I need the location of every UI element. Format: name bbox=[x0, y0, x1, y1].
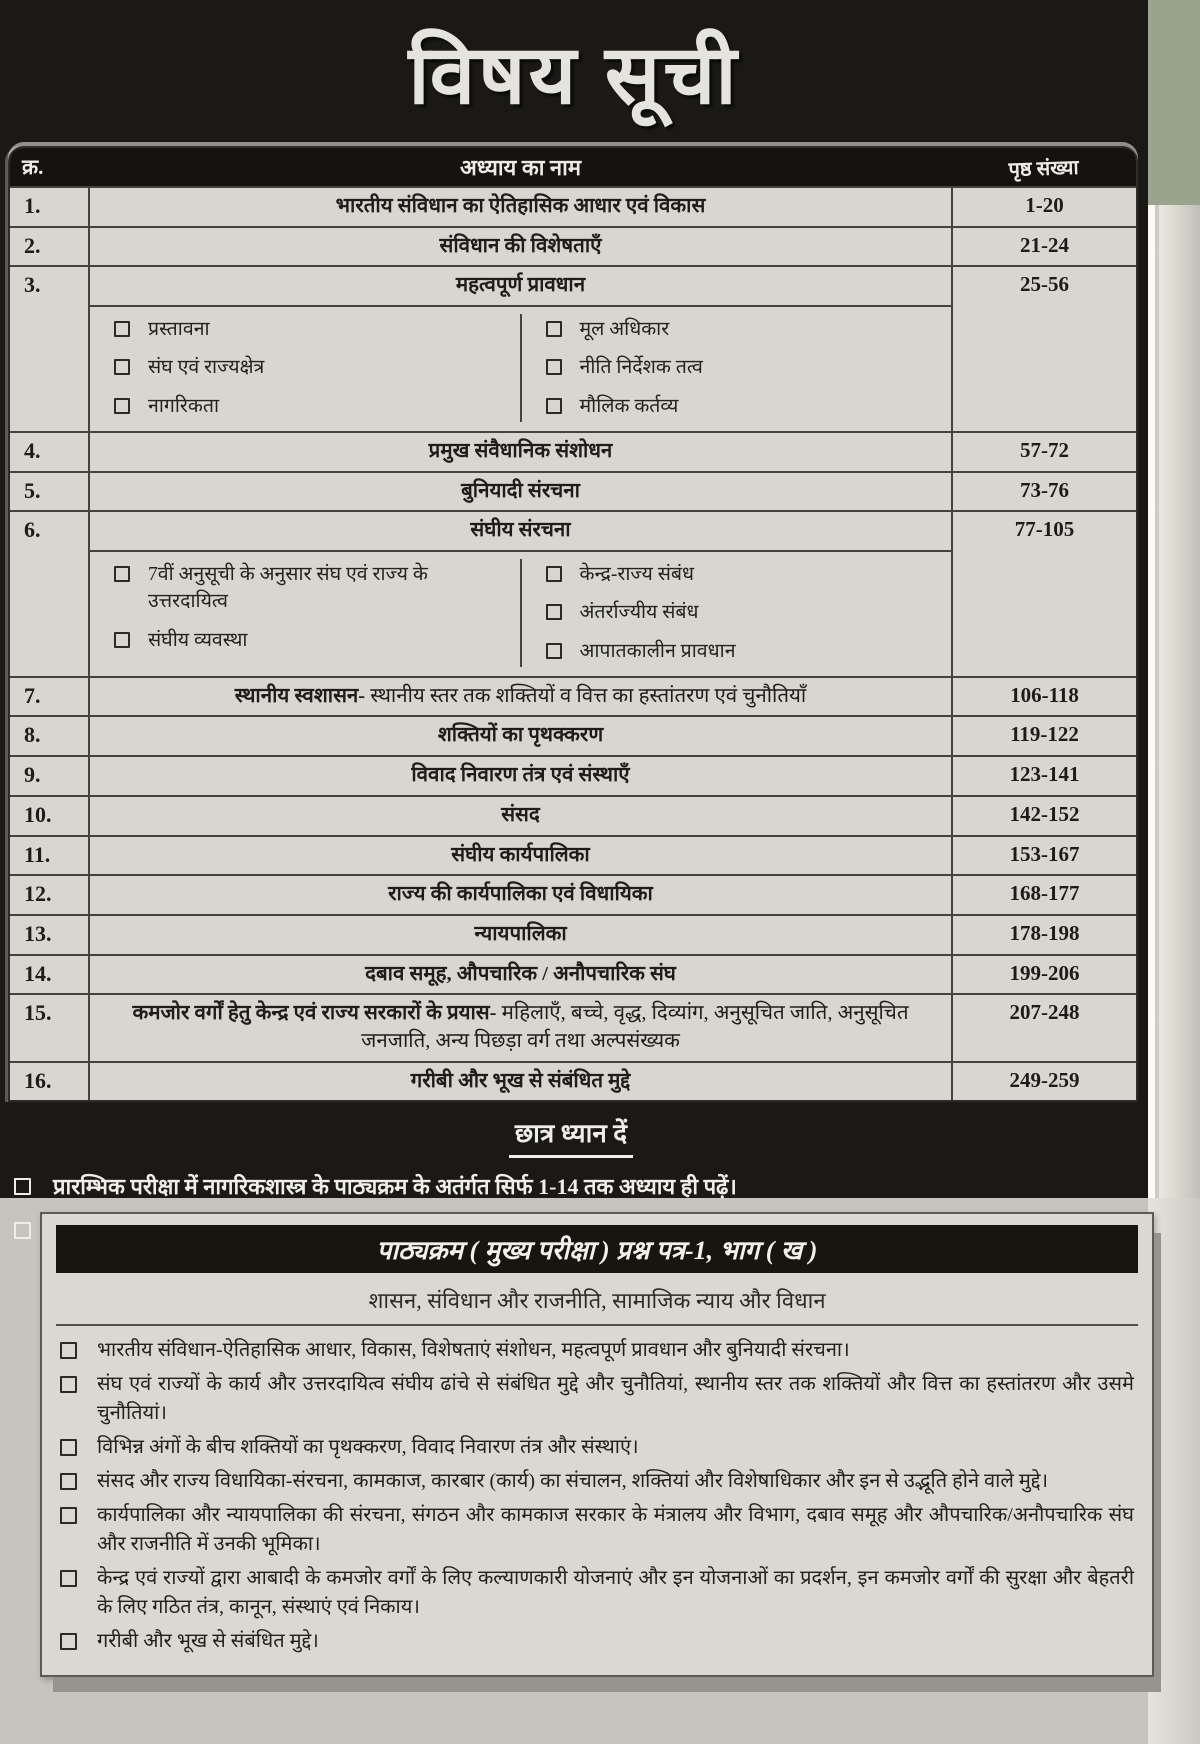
row-serial: 3. bbox=[10, 267, 90, 431]
row-chapter-title: राज्य की कार्यपालिका एवं विधायिका bbox=[388, 883, 653, 906]
row-chapter-cell bbox=[90, 1063, 951, 1101]
row-chapter-title: संसद bbox=[501, 803, 540, 826]
row-pages: 199-206 bbox=[951, 956, 1136, 994]
row-pages: 73-76 bbox=[951, 473, 1136, 511]
table-row bbox=[10, 1061, 1136, 1101]
sub-item bbox=[546, 354, 940, 381]
syllabus-item-text: कार्यपालिका और न्यायपालिका की संरचना, संगठन और कामकाज सरकार के मंत्रालय और विभाग, दबाव समूह और औपचारिक/अनौपचारिक संघ और राजनीति में उनकी भूमिका। bbox=[97, 1504, 1134, 1555]
sub-item bbox=[546, 638, 940, 665]
scan-background-corner bbox=[1148, 0, 1200, 205]
syllabus-item bbox=[60, 1627, 1134, 1656]
syllabus-item-text: केन्द्र एवं राज्यों द्वारा आबादी के कमजोर वर्गों के लिए कल्याणकारी योजनाएं और इन योजनाओं का प्रदर्शन, इन कमजोर वर्गों की सुरक्षा और बेहतरी के लिए गठित तंत्र, कानून, संस्थाएं एवं निकाय। bbox=[97, 1567, 1134, 1618]
sub-items bbox=[90, 305, 951, 431]
sub-item bbox=[114, 393, 508, 420]
syllabus-item-text: भारतीय संविधान-ऐतिहासिक आधार, विकास, विशेषताएं संशोधन, महत्वपूर्ण प्रावधान और बुनियादी संरचना। bbox=[97, 1339, 850, 1361]
row-serial: 6. bbox=[10, 512, 90, 676]
row-serial: 5. bbox=[10, 473, 90, 511]
student-note-item bbox=[14, 1172, 1128, 1202]
row-chapter-title: दबाव समूह, औपचारिक / अनौपचारिक संघ bbox=[365, 962, 676, 985]
row-chapter-title bbox=[90, 995, 951, 1060]
row-pages: 119-122 bbox=[951, 717, 1136, 755]
sub-item bbox=[114, 561, 508, 616]
sub-column bbox=[90, 559, 520, 667]
row-chapter-cell bbox=[90, 228, 951, 266]
header-pages: पृष्ठ संख्या bbox=[1008, 156, 1079, 181]
student-note-heading bbox=[14, 1114, 1128, 1158]
row-pages: 25-56 bbox=[951, 267, 1136, 431]
row-serial: 10. bbox=[10, 797, 90, 835]
row-chapter-cell bbox=[90, 995, 951, 1060]
book-page-edge bbox=[1148, 205, 1200, 1198]
row-chapter-title: भारतीय संविधान का ऐतिहासिक आधार एवं विकास bbox=[335, 195, 706, 217]
sub-item-label: नीति निर्देशक तत्व bbox=[579, 357, 703, 379]
header-serial: क्र. bbox=[22, 155, 44, 179]
row-chapter-title: संघीय संरचना bbox=[470, 519, 571, 542]
syllabus-item-text: संघ एवं राज्यों के कार्य और उत्तरदायित्व संघीय ढांचे से संबंधित मुद्दे और चुनौतियां, स्थानीय स्तर तक शक्तियों और वित्त का हस्तांतरण और उसमे चुनौतियां। bbox=[97, 1373, 1134, 1424]
table-row bbox=[10, 510, 1136, 676]
row-chapter-cell bbox=[90, 267, 951, 431]
sub-column bbox=[520, 314, 952, 422]
square-bullet-icon bbox=[114, 359, 130, 375]
student-note-heading-text: छात्र ध्यान दें bbox=[509, 1114, 633, 1158]
syllabus-list bbox=[54, 1336, 1140, 1656]
row-chapter-title: गरीबी और भूख से संबंधित मुद्दे bbox=[410, 1069, 631, 1092]
sub-item-label: केन्द्र-राज्य संबंध bbox=[579, 563, 695, 585]
page-title: विषय सूची bbox=[408, 30, 740, 121]
row-serial: 13. bbox=[10, 916, 90, 954]
row-pages: 249-259 bbox=[951, 1063, 1136, 1101]
row-chapter-cell bbox=[90, 956, 951, 994]
row-chapter-title: विवाद निवारण तंत्र एवं संस्थाएँ bbox=[411, 764, 630, 787]
syllabus-item bbox=[60, 1433, 1134, 1462]
table-row bbox=[10, 835, 1136, 875]
student-note-text: प्रारम्भिक परीक्षा में नागरिकशास्त्र के पाठ्यक्रम के अतंर्गत सिर्फ 1-14 तक अध्याय ही पढ़ें। bbox=[53, 1174, 737, 1200]
toc-table-header bbox=[10, 148, 1136, 186]
row-pages: 178-198 bbox=[951, 916, 1136, 954]
row-chapter-cell bbox=[90, 188, 951, 226]
row-serial: 7. bbox=[10, 678, 90, 716]
square-bullet-icon bbox=[60, 1439, 77, 1456]
row-chapter-cell bbox=[90, 797, 951, 835]
table-row bbox=[10, 186, 1136, 226]
row-chapter-title: संविधान की विशेषताएँ bbox=[439, 234, 602, 257]
row-pages: 57-72 bbox=[951, 433, 1136, 471]
row-chapter-title bbox=[90, 678, 951, 716]
syllabus-item bbox=[60, 1564, 1134, 1622]
square-bullet-icon bbox=[60, 1473, 77, 1490]
sub-item bbox=[546, 561, 940, 588]
row-serial: 8. bbox=[10, 717, 90, 755]
square-bullet-icon bbox=[114, 566, 130, 582]
toc-table bbox=[8, 146, 1138, 1102]
row-chapter-cell bbox=[90, 916, 951, 954]
row-chapter-cell bbox=[90, 717, 951, 755]
row-chapter-title: महत्वपूर्ण प्रावधान bbox=[455, 274, 586, 297]
row-title-rest: महिलाएँ, बच्चे, वृद्ध, दिव्यांग, अनुसूचित जाति, अनुसूचित जनजाति, अन्य पिछड़ा वर्ग तथा अल्पसंख्यक bbox=[361, 1002, 909, 1052]
square-bullet-icon bbox=[546, 321, 562, 337]
table-row bbox=[10, 676, 1136, 716]
square-bullet-icon bbox=[14, 1222, 31, 1239]
table-row bbox=[10, 431, 1136, 471]
sub-item-label: 7वीं अनुसूची के अनुसार संघ एवं राज्य के उत्तरदायित्व bbox=[148, 563, 428, 613]
divider bbox=[56, 1324, 1138, 1326]
row-serial: 12. bbox=[10, 876, 90, 914]
row-chapter-cell bbox=[90, 473, 951, 511]
square-bullet-icon bbox=[546, 398, 562, 414]
sub-item-label: संघीय व्यवस्था bbox=[148, 629, 248, 651]
row-pages: 142-152 bbox=[951, 797, 1136, 835]
square-bullet-icon bbox=[546, 604, 562, 620]
square-bullet-icon bbox=[546, 359, 562, 375]
sub-item bbox=[114, 627, 508, 654]
row-chapter-title: न्यायपालिका bbox=[474, 922, 567, 945]
row-title-lead: कमजोर वर्गों हेतु केन्द्र एवं राज्य सरकारों के प्रयास- bbox=[132, 1002, 497, 1025]
row-chapter-title: प्रमुख संवैधानिक संशोधन bbox=[428, 439, 613, 462]
row-title-lead: स्थानीय स्वशासन- bbox=[234, 684, 366, 707]
syllabus-box bbox=[40, 1212, 1154, 1677]
syllabus-item bbox=[60, 1370, 1134, 1428]
row-serial: 14. bbox=[10, 956, 90, 994]
row-title-rest: स्थानीय स्तर तक शक्तियों व वित्त का हस्तांतरण एवं चुनौतियाँ bbox=[365, 684, 807, 707]
syllabus-item-text: संसद और राज्य विधायिका-संरचना, कामकाज, कारबार (कार्य) का संचालन, शक्तियां और विशेषाधिकार और इन से उद्भूति होने वाले मुद्दे। bbox=[97, 1470, 1049, 1492]
row-pages: 21-24 bbox=[951, 228, 1136, 266]
row-chapter-title: संघीय कार्यपालिका bbox=[451, 843, 590, 866]
sub-item-label: प्रस्तावना bbox=[148, 319, 210, 341]
syllabus-item-text: विभिन्न अंगों के बीच शक्तियों का पृथक्करण, विवाद निवारण तंत्र और संस्थाएं। bbox=[97, 1436, 639, 1458]
square-bullet-icon bbox=[60, 1570, 77, 1587]
square-bullet-icon bbox=[114, 398, 130, 414]
syllabus-subtitle: शासन, संविधान और राजनीति, सामाजिक न्याय और विधान bbox=[368, 1288, 826, 1313]
sub-item bbox=[114, 316, 508, 343]
row-serial: 2. bbox=[10, 228, 90, 266]
square-bullet-icon bbox=[60, 1633, 77, 1650]
row-serial: 16. bbox=[10, 1063, 90, 1101]
square-bullet-icon bbox=[14, 1178, 31, 1195]
row-pages: 123-141 bbox=[951, 757, 1136, 795]
row-chapter-title: बुनियादी संरचना bbox=[461, 479, 580, 502]
row-pages: 207-248 bbox=[951, 995, 1136, 1060]
row-pages: 106-118 bbox=[951, 678, 1136, 716]
square-bullet-icon bbox=[60, 1376, 77, 1393]
sub-item-label: संघ एवं राज्यक्षेत्र bbox=[148, 357, 265, 379]
row-chapter-cell bbox=[90, 678, 951, 716]
syllabus-item bbox=[60, 1501, 1134, 1559]
row-serial: 1. bbox=[10, 188, 90, 226]
square-bullet-icon bbox=[546, 566, 562, 582]
syllabus-item bbox=[60, 1467, 1134, 1496]
toc-body bbox=[10, 186, 1136, 1100]
book-page-edge-lower bbox=[1148, 1198, 1200, 1744]
sub-item-label: आपातकालीन प्रावधान bbox=[579, 640, 736, 662]
syllabus-header-bar: पाठ्यक्रम ( मुख्य परीक्षा ) प्रश्न पत्र-1, भाग ( ख ) bbox=[56, 1225, 1138, 1273]
sub-item bbox=[546, 393, 940, 420]
table-row bbox=[10, 755, 1136, 795]
row-pages: 153-167 bbox=[951, 837, 1136, 875]
row-pages: 1-20 bbox=[951, 188, 1136, 226]
table-row bbox=[10, 471, 1136, 511]
row-chapter-cell bbox=[90, 512, 951, 676]
row-chapter-cell bbox=[90, 837, 951, 875]
square-bullet-icon bbox=[114, 321, 130, 337]
table-row bbox=[10, 795, 1136, 835]
row-serial: 9. bbox=[10, 757, 90, 795]
row-pages: 168-177 bbox=[951, 876, 1136, 914]
sub-item-label: नागरिकता bbox=[148, 395, 220, 417]
table-row bbox=[10, 715, 1136, 755]
table-row bbox=[10, 226, 1136, 266]
sub-column bbox=[520, 559, 952, 667]
table-row bbox=[10, 265, 1136, 431]
sub-items bbox=[90, 550, 951, 676]
syllabus-item bbox=[60, 1336, 1134, 1365]
row-serial: 15. bbox=[10, 995, 90, 1060]
table-row bbox=[10, 874, 1136, 914]
table-row bbox=[10, 954, 1136, 994]
sub-column bbox=[90, 314, 520, 422]
square-bullet-icon bbox=[114, 632, 130, 648]
square-bullet-icon bbox=[60, 1342, 77, 1359]
syllabus-item-text: गरीबी और भूख से संबंधित मुद्दे। bbox=[97, 1630, 319, 1652]
header-chapter: अध्याय का नाम bbox=[460, 155, 581, 180]
row-chapter-cell bbox=[90, 433, 951, 471]
square-bullet-icon bbox=[546, 643, 562, 659]
square-bullet-icon bbox=[60, 1507, 77, 1524]
row-serial: 4. bbox=[10, 433, 90, 471]
sub-item bbox=[546, 599, 940, 626]
row-serial: 11. bbox=[10, 837, 90, 875]
sub-item bbox=[114, 354, 508, 381]
table-row bbox=[10, 993, 1136, 1060]
row-chapter-cell bbox=[90, 757, 951, 795]
row-chapter-cell bbox=[90, 876, 951, 914]
sub-item bbox=[546, 316, 940, 343]
table-row bbox=[10, 914, 1136, 954]
row-chapter-title: शक्तियों का पृथक्करण bbox=[437, 724, 604, 747]
sub-item-label: मौलिक कर्तव्य bbox=[579, 395, 679, 417]
row-pages: 77-105 bbox=[951, 512, 1136, 676]
sub-item-label: अंतर्राज्यीय संबंध bbox=[579, 602, 699, 624]
sub-item-label: मूल अधिकार bbox=[579, 319, 670, 341]
